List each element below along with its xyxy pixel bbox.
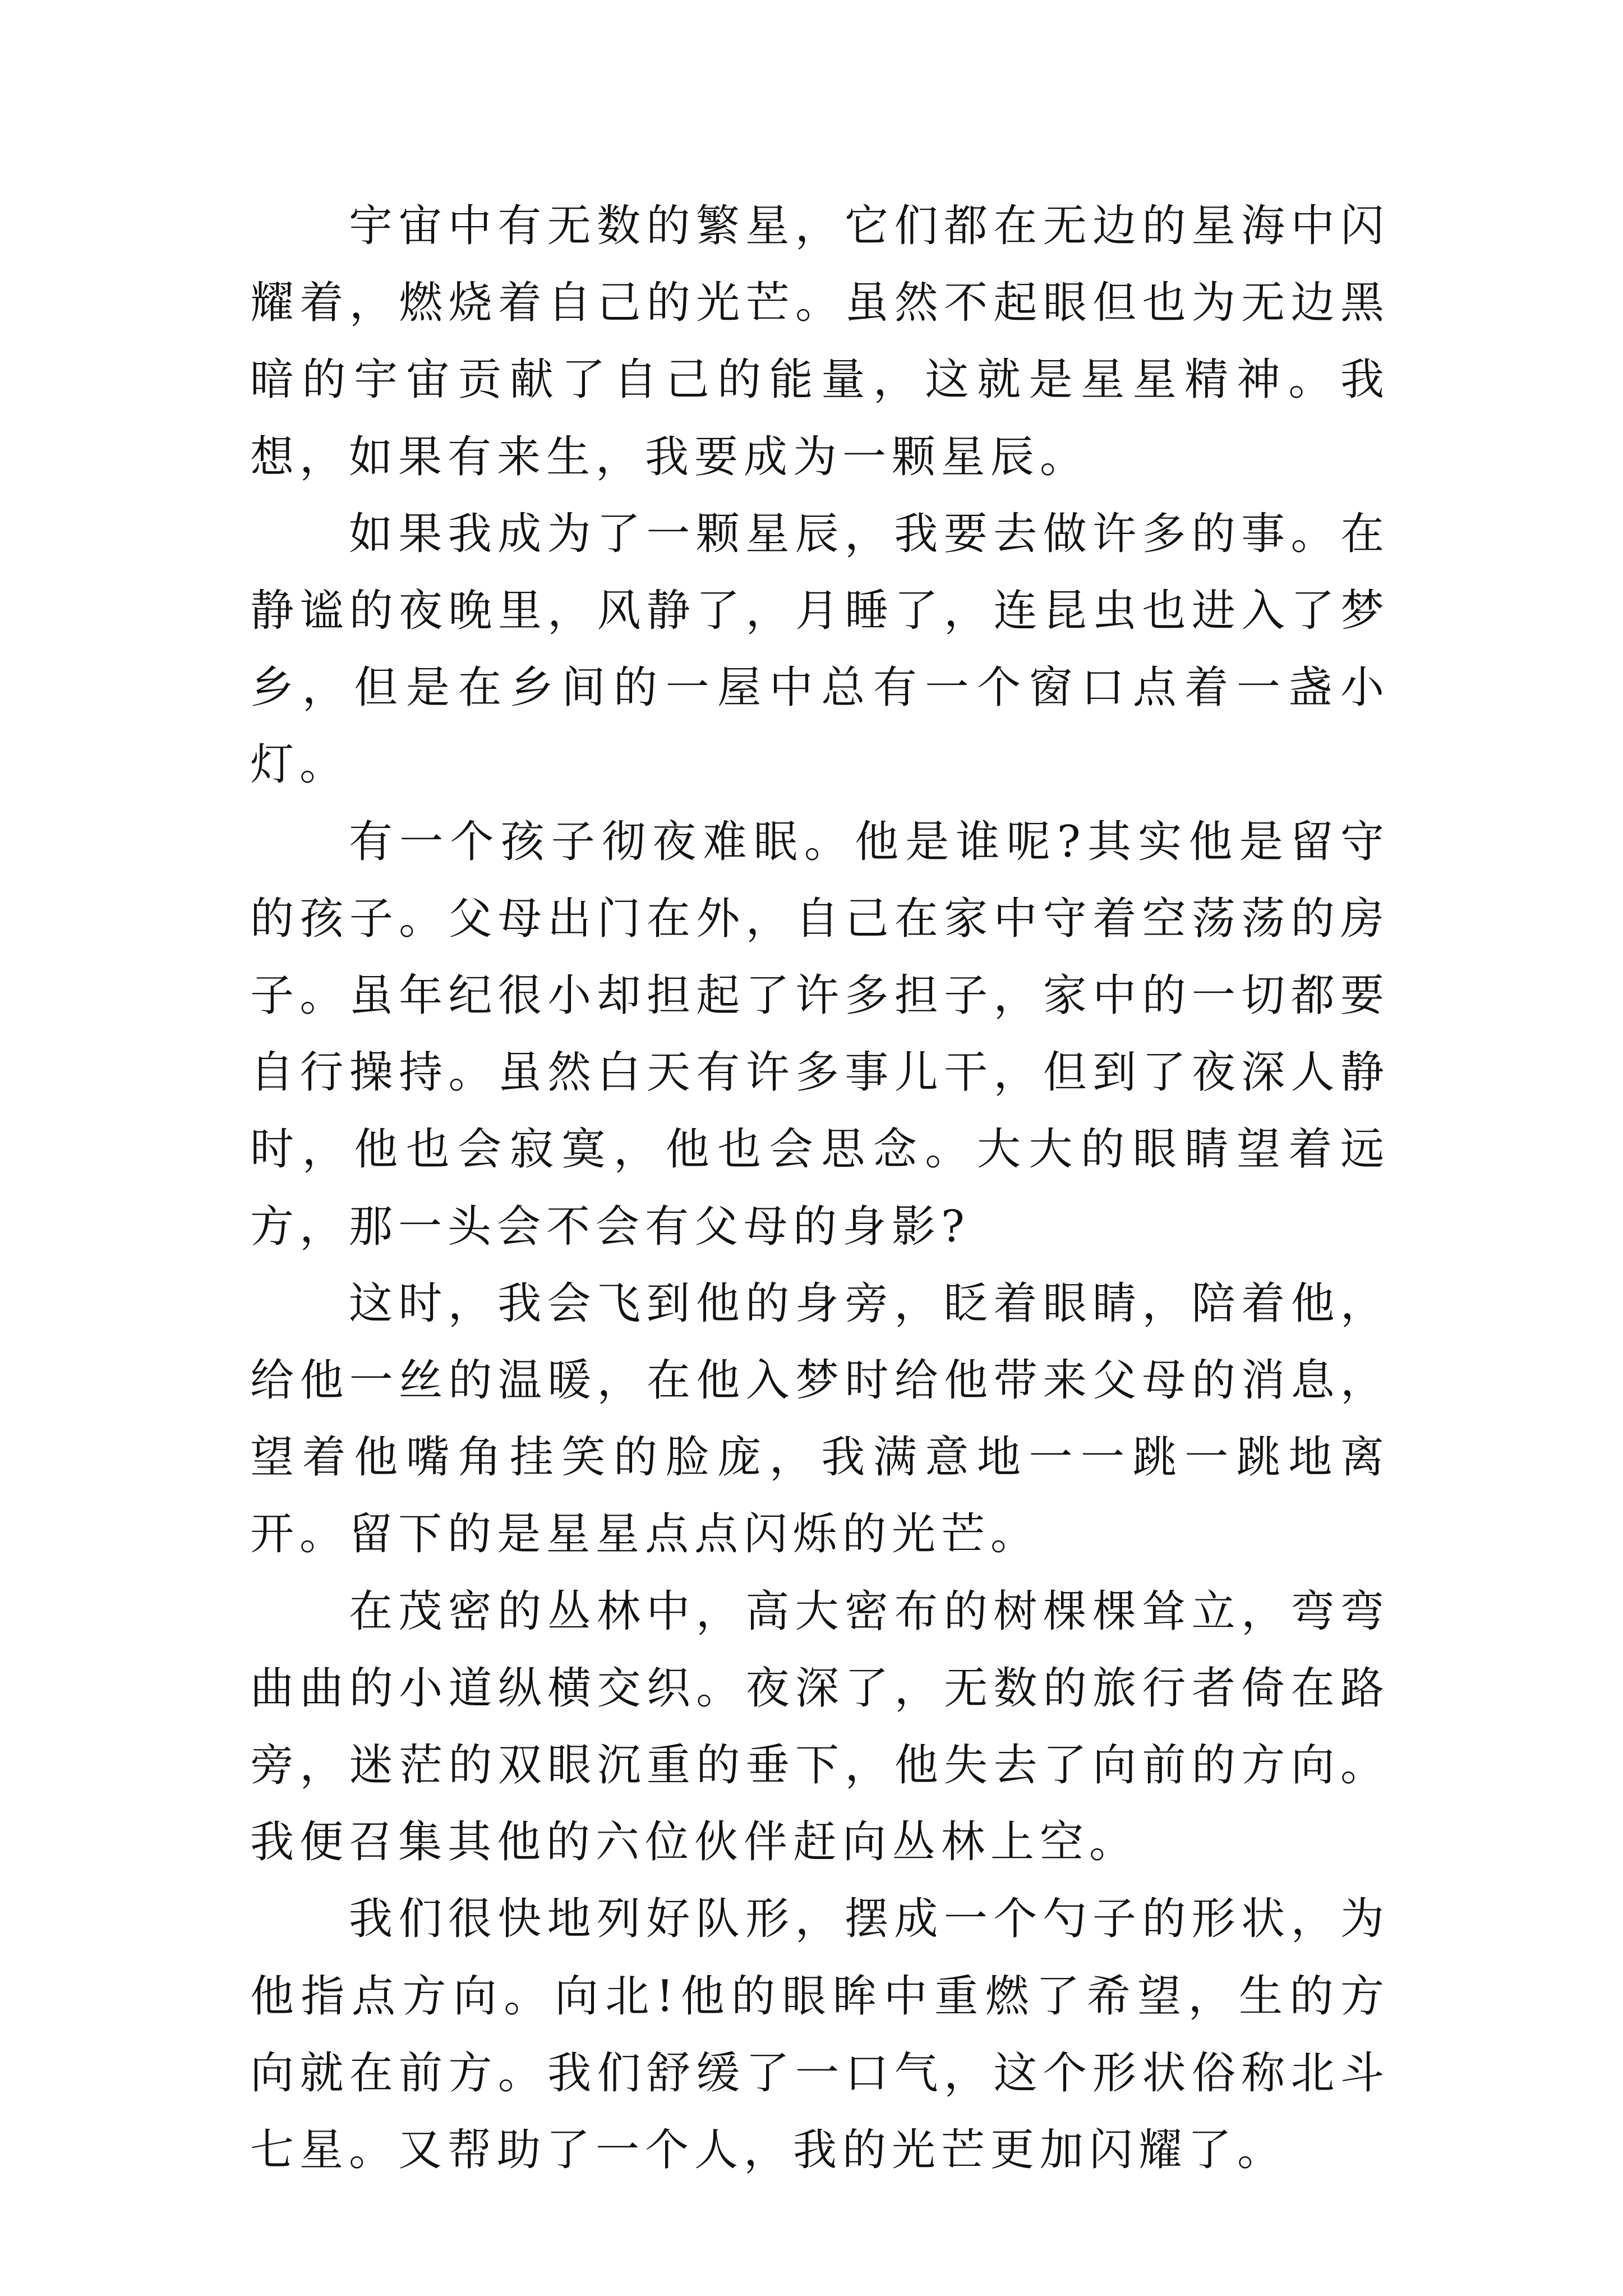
essay-body (250, 188, 1390, 2189)
paragraph-5: 在茂密的丛林中，高大密布的树棵棵耸立，弯弯曲曲的小道纵横交织。夜深了，无数的旅行者倚在路旁，迷茫的双眼沉重的垂下，他失去了向前的方向。我便召集其他的六位伙伴赶向丛林上空。 (250, 1586, 1390, 1868)
paragraph-1: 宇宙中有无数的繁星，它们都在无边的星海中闪耀着，燃烧着自己的光芒。虽然不起眼但也为无边黑暗的宇宙贡献了自己的能量，这就是星星精神。我想，如果有来生，我要成为一颗星辰。 (250, 201, 1390, 482)
paragraph-3: 有一个孩子彻夜难眠。他是谁呢?其实他是留守的孩子。父母出门在外，自己在家中守着空荡荡的房子。虽年纪很小却担起了许多担子，家中的一切都要自行操持。虽然白天有许多事儿干，但到了夜深人静时，他也会寂寞，他也会思念。大大的眼睛望着远方，那一头会不会有父母的身影? (250, 816, 1390, 1252)
paragraph-4: 这时，我会飞到他的身旁，眨着眼睛，陪着他，给他一丝的温暖，在他入梦时给他带来父母的消息，望着他嘴角挂笑的脸庞，我满意地一一跳一跳地离开。留下的是星星点点闪烁的光芒。 (250, 1278, 1390, 1560)
paragraph-2: 如果我成为了一颗星辰，我要去做许多的事。在静谧的夜晚里，风静了，月睡了，连昆虫也进入了梦乡，但是在乡间的一屋中总有一个窗口点着一盏小灯。 (250, 508, 1390, 790)
paragraph-6: 我们很快地列好队形，摆成一个勺子的形状，为他指点方向。向北!他的眼眸中重燃了希望，生的方向就在前方。我们舒缓了一口气，这个形状俗称北斗七星。又帮助了一个人，我的光芒更加闪耀了。 (250, 1894, 1390, 2176)
